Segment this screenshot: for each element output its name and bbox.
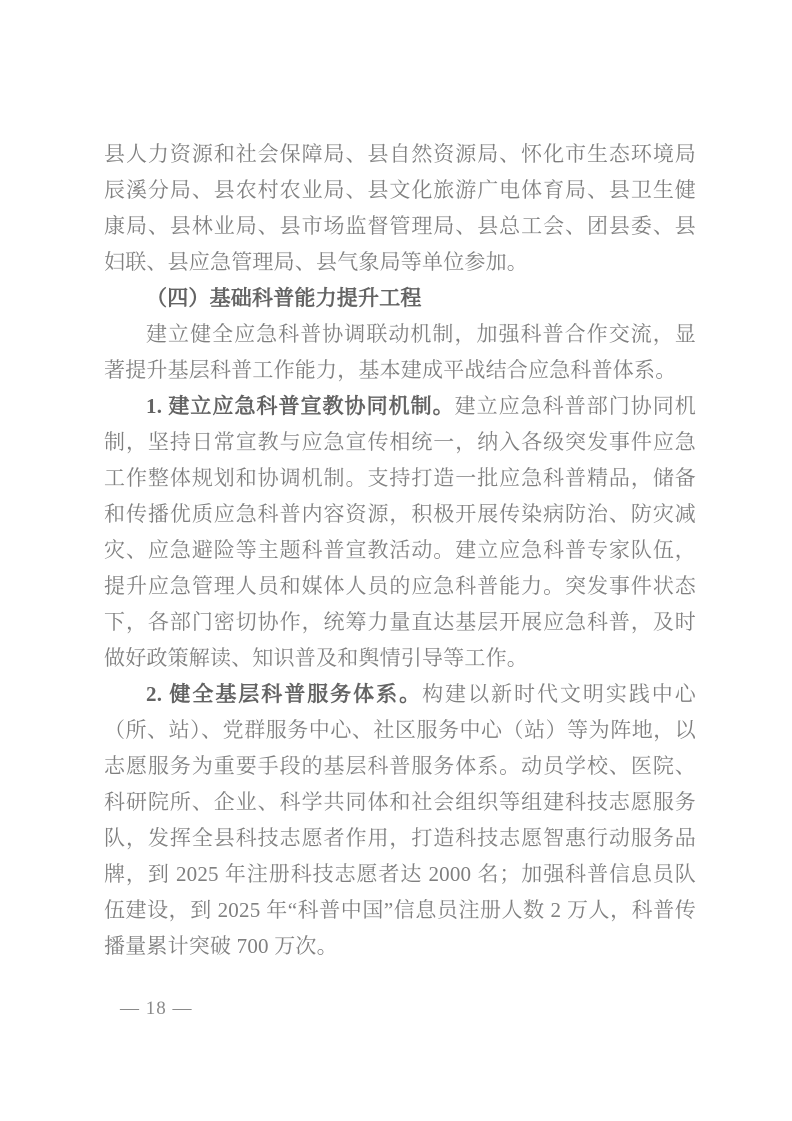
document-body <box>104 136 696 964</box>
item-2-text: 构建以新时代文明实践中心（所、站）、党群服务中心、社区服务中心（站）等为阵地，以志愿服务为重要手段的基层科普服务体系。动员学校、医院、科研院所、企业、科学共同体和社会组织等组建科技志愿服务队，发挥全县科技志愿者作用，打造科技志愿智惠行动服务品牌，到 2025 年注册科技志愿者达 2000 名；加强科普信息员队伍建设，到 2025 年“科普中国”信息员注册人数 2 万人，科普传播量累计突破 700 万次。 <box>104 682 696 958</box>
page-number: — 18 — <box>120 998 193 1019</box>
paragraph-participating-agencies: 县人力资源和社会保障局、县自然资源局、怀化市生态环境局辰溪分局、县农村农业局、县文化旅游广电体育局、县卫生健康局、县林业局、县市场监督管理局、县总工会、团县委、县妇联、县应急管理局、县气象局等单位参加。 <box>104 142 696 274</box>
item-1-title: 1. 建立应急科普宣教协同机制。 <box>146 394 455 418</box>
paragraph-item-1 <box>104 388 696 676</box>
paragraph-item-2 <box>104 676 696 964</box>
item-2-title: 2. 健全基层科普服务体系。 <box>146 682 423 706</box>
section-heading: （四）基础科普能力提升工程 <box>146 286 422 310</box>
item-1-text: 建立应急科普部门协同机制，坚持日常宣教与应急宣传相统一，纳入各级突发事件应急工作整体规划和协调机制。支持打造一批应急科普精品，储备和传播优质应急科普内容资源，积极开展传染病防治、防灾减灾、应急避险等主题科普宣教活动。建立应急科普专家队伍，提升应急管理人员和媒体人员的应急科普能力。突发事件状态下，各部门密切协作，统筹力量直达基层开展应急科普，及时做好政策解读、知识普及和舆情引导等工作。 <box>104 394 697 670</box>
paragraph-overview: 建立健全应急科普协调联动机制，加强科普合作交流，显著提升基层科普工作能力，基本建成平战结合应急科普体系。 <box>104 322 696 382</box>
